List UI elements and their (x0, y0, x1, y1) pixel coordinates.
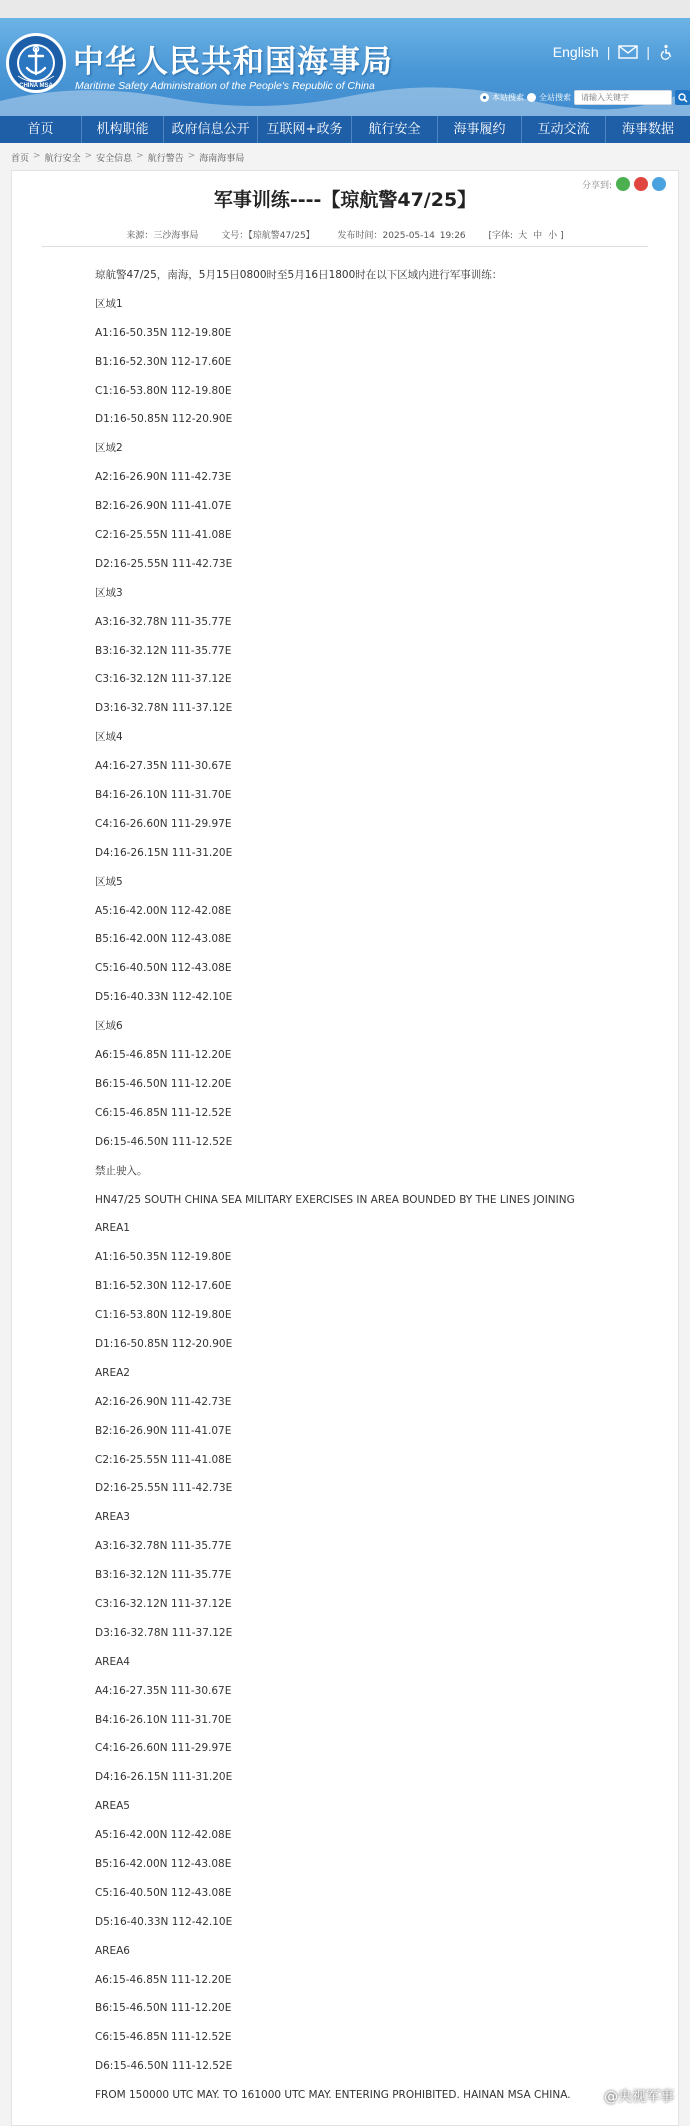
article-line: 禁止驶入。 (95, 1164, 148, 1177)
article-line: C4:16-26.60N 111-29.97E (95, 1742, 232, 1755)
article-line: 琼航警47/25，南海，5月15日0800时至5月16日1800时在以下区域内进行军事训练： (95, 269, 503, 281)
article-line: A3:16-32.78N 111-35.77E (95, 1540, 232, 1553)
article-line: A1:16-50.35N 112-19.80E (95, 1251, 232, 1264)
article-line: B6:15-46.50N 111-12.20E (95, 1077, 232, 1090)
article-line: 区域6 (95, 1020, 123, 1033)
font-size-label: [字体: (488, 231, 514, 241)
article-line: C4:16-26.60N 111-29.97E (95, 817, 232, 830)
article-line: AREA2 (95, 1366, 130, 1379)
article-line: C1:16-53.80N 112-19.80E (95, 1309, 232, 1322)
watermark: @央视军事 (604, 2089, 674, 2105)
radio-site-search[interactable] (480, 93, 489, 102)
nav-compliance[interactable]: 海事履约 (438, 116, 522, 143)
article-line: D2:16-25.55N 111-42.73E (95, 557, 233, 570)
article-line: C6:15-46.85N 111-12.52E (95, 1106, 232, 1119)
article-line: C3:16-32.12N 111-37.12E (95, 673, 232, 686)
article-line: B1:16-52.30N 112-17.60E (95, 1280, 232, 1293)
article-line: AREA3 (95, 1511, 130, 1524)
article-line: B3:16-32.12N 111-35.77E (95, 644, 232, 657)
meta-published-time: 发布时间：2025-05-14 19:26 (337, 231, 466, 241)
nav-gov-info[interactable]: 政府信息公开 (164, 116, 258, 143)
browser-top-strip (0, 0, 690, 18)
search-button[interactable] (675, 90, 690, 105)
link-separator: | (606, 44, 611, 60)
article-line: B3:16-32.12N 111-35.77E (95, 1569, 232, 1582)
article-line: D4:16-26.15N 111-31.20E (95, 1771, 233, 1784)
article-line: B6:15-46.50N 111-12.20E (95, 2002, 232, 2015)
article-line: HN47/25 SOUTH CHINA SEA MILITARY EXERCISES IN AREA BOUNDED BY THE LINES JOINING (95, 1193, 575, 1206)
logo-text: CHINA MSA (19, 83, 53, 89)
article-line: 区域3 (95, 586, 123, 599)
article-line: D3:16-32.78N 111-37.12E (95, 702, 233, 715)
article-line: D6:15-46.50N 111-12.52E (95, 1135, 233, 1148)
breadcrumb-item[interactable]: 航行安全 (44, 154, 81, 164)
breadcrumb-item[interactable]: 安全信息 (96, 154, 133, 164)
search-icon (678, 93, 688, 103)
search-option-all[interactable]: 全站搜索 (539, 93, 571, 102)
accessibility-icon[interactable] (658, 44, 678, 60)
article-line: D1:16-50.85N 112-20.90E (95, 1337, 233, 1350)
article-line: C2:16-25.55N 111-41.08E (95, 1453, 232, 1466)
article-line: C3:16-32.12N 111-37.12E (95, 1597, 232, 1610)
article-line: D1:16-50.85N 112-20.90E (95, 413, 233, 426)
nav-home[interactable]: 首页 (0, 116, 82, 143)
english-link[interactable]: English (552, 44, 599, 60)
article-line: 区域4 (95, 731, 123, 744)
article-title: 军事训练----【琼航警47/25】 (213, 189, 477, 211)
article-line: B4:16-26.10N 111-31.70E (95, 789, 232, 802)
article-line: 区域5 (95, 875, 123, 888)
radio-all-search[interactable] (527, 93, 536, 102)
article-line: B5:16-42.00N 112-43.08E (95, 1857, 232, 1870)
article-line: A4:16-27.35N 111-30.67E (95, 760, 232, 773)
site-title-en: Maritime Safety Administration of the People's Republic of China (75, 80, 375, 92)
meta-doc-number: 文号：【琼航警47/25】 (221, 231, 315, 241)
mail-icon[interactable] (618, 44, 638, 60)
article-line: B4:16-26.10N 111-31.70E (95, 1713, 232, 1726)
nav-interaction[interactable]: 互动交流 (522, 116, 606, 143)
article-line: B5:16-42.00N 112-43.08E (95, 933, 232, 946)
article-line: AREA1 (95, 1222, 130, 1235)
breadcrumb (11, 151, 244, 164)
nav-functions[interactable]: 机构职能 (82, 116, 164, 143)
article-meta (12, 228, 678, 241)
article-line: AREA5 (95, 1800, 130, 1813)
article-line: 区域1 (95, 297, 123, 310)
share-label: 分享到: (581, 180, 612, 191)
msa-logo[interactable] (5, 32, 67, 94)
article-line: B2:16-26.90N 111-41.07E (95, 1424, 232, 1437)
article-line: D6:15-46.50N 111-12.52E (95, 2060, 233, 2073)
article-line: A4:16-27.35N 111-30.67E (95, 1684, 232, 1697)
meta-source: 来源：三沙海事局 (126, 231, 199, 241)
article-line: FROM 150000 UTC MAY. TO 161000 UTC MAY. ENTERING PROHIBITED. HAINAN MSA CHINA. (95, 2089, 571, 2102)
main-nav (0, 116, 690, 143)
article-line: A5:16-42.00N 112-42.08E (95, 904, 232, 917)
article-body (95, 261, 655, 2110)
link-separator: | (646, 44, 650, 60)
article-line: 区域2 (95, 442, 123, 455)
article-line: AREA4 (95, 1655, 130, 1668)
article-line: B2:16-26.90N 111-41.07E (95, 500, 232, 513)
article-line: D4:16-26.15N 111-31.20E (95, 846, 233, 859)
article-line: D5:16-40.33N 112-42.10E (95, 1915, 233, 1928)
article-line: C1:16-53.80N 112-19.80E (95, 384, 232, 397)
breadcrumb-arrow-icon: > (84, 151, 93, 161)
nav-internet-gov[interactable]: 互联网+政务 (258, 116, 352, 143)
search-bar (480, 90, 690, 105)
site-header (0, 18, 690, 116)
font-size-small[interactable]: 小 (548, 231, 558, 241)
article-line: D3:16-32.78N 111-37.12E (95, 1626, 233, 1639)
breadcrumb-arrow-icon: > (187, 151, 196, 161)
breadcrumb-arrow-icon: > (33, 151, 41, 161)
breadcrumb-arrow-icon: > (136, 151, 144, 161)
header-links (553, 44, 678, 60)
article-line: D2:16-25.55N 111-42.73E (95, 1482, 233, 1495)
article-line: C2:16-25.55N 111-41.08E (95, 529, 232, 542)
breadcrumb-item[interactable]: 航行警告 (147, 154, 184, 164)
site-title-cn: 中华人民共和国海事局 (73, 44, 393, 80)
article-line: A2:16-26.90N 111-42.73E (95, 1395, 232, 1408)
article-line: A2:16-26.90N 111-42.73E (95, 471, 232, 484)
nav-nav-safety[interactable]: 航行安全 (352, 116, 438, 143)
article-line: A3:16-32.78N 111-35.77E (95, 615, 232, 628)
search-input[interactable] (574, 90, 672, 105)
article-line: A6:15-46.85N 111-12.20E (95, 1049, 232, 1062)
article-line: B1:16-52.30N 112-17.60E (95, 355, 232, 368)
article-line: C5:16-40.50N 112-43.08E (95, 1886, 232, 1899)
nav-data[interactable]: 海事数据 (621, 122, 674, 137)
font-size-medium[interactable]: 中 (533, 231, 543, 241)
font-size-large[interactable]: 大 (518, 231, 528, 241)
font-size-close: ] (560, 231, 564, 241)
search-option-site[interactable]: 本站搜索 (492, 93, 524, 102)
article-line: C5:16-40.50N 112-43.08E (95, 962, 232, 975)
article-line: A1:16-50.35N 112-19.80E (95, 326, 232, 339)
meta-divider (42, 246, 648, 247)
breadcrumb-item[interactable]: 海南海事局 (199, 154, 245, 164)
article-line: D5:16-40.33N 112-42.10E (95, 991, 233, 1004)
article-line: AREA6 (95, 1944, 130, 1957)
article-line: A6:15-46.85N 111-12.20E (95, 1973, 232, 1986)
breadcrumb-item[interactable]: 首页 (11, 154, 30, 164)
article-line: A5:16-42.00N 112-42.08E (95, 1829, 232, 1842)
article-container (11, 170, 679, 2126)
article-line: C6:15-46.85N 111-12.52E (95, 2031, 232, 2044)
